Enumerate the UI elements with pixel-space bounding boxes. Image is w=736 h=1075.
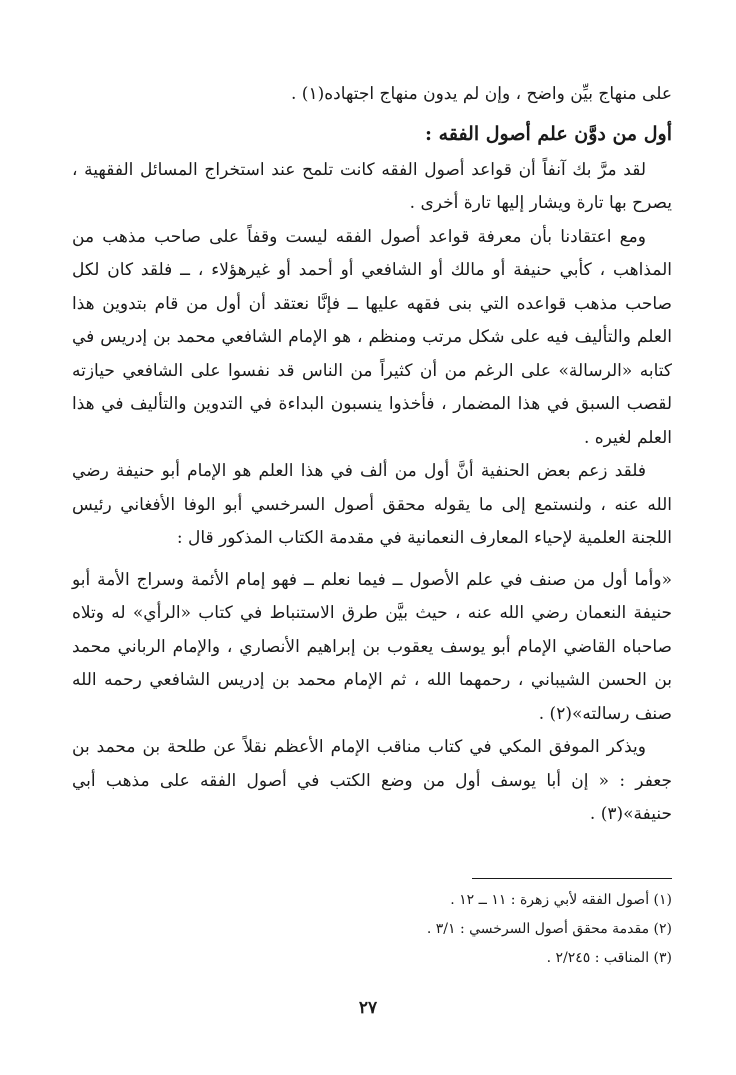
footnotes: [72, 886, 672, 973]
paragraph-3: ومع اعتقادنا بأن معرفة قواعد أصول الفقه ليست وقفاً على صاحب مذهب من المذاهب ، كأبي حنيفة أو مالك أو الشافعي أو أحمد أو غيرهؤلاء ، ــ فلقد كان لكل صاحب مذهب قواعده التي بنى فقهه عليها ــ فإنَّا نعتقد أن أول من قام بتدوين هذا العلم والتأليف فيه على شكل مرتب ومنظم ، هو الإمام الشافعي محمد بن إدريس في كتابه «الرسالة» على الرغم من أن كثيراً من الناس قد نفسوا على الشافعي حيازته لقصب السبق في هذا المضمار ، فأخذوا ينسبون البداءة في التدوين والتأليف في هذا العلم لغيره .: [72, 226, 672, 448]
paragraph-1: على منهاج بيِّن واضح ، وإن لم يدون منهاج اجتهاده(١) .: [291, 84, 672, 104]
page-number: ٢٧: [358, 998, 378, 1018]
quote-paragraph: «وأما أول من صنف في علم الأصول ــ فيما نعلم ــ فهو إمام الأئمة وسراج الأمة أبو حنيفة النعمان رضي الله عنه ، حيث بيَّن طرق الاستنباط في كتاب «الرأي» له وتلاه صاحباه القاضي الإمام أبو يوسف يعقوب بن إبراهيم الأنصاري ، والإمام الرباني محمد بن الحسن الشيباني ، رحمهما الله ، ثم الإمام محمد بن إدريس الشافعي رحمه الله صنف رسالته»(٢) .: [72, 569, 673, 724]
paragraph-4: فلقد زعم بعض الحنفية أنَّ أول من ألف في هذا العلم هو الإمام أبو حنيفة رضي الله عنه ، ولنستمع إلى ما يقوله محقق أصول السرخسي أبو الوفا الأفغاني رئيس اللجنة العلمية لإحياء المعارف النعمانية في مقدمة الكتاب المذكور قال :: [72, 461, 672, 548]
paragraph-5: ويذكر الموفق المكي في كتاب مناقب الإمام الأعظم نقلاً عن طلحة بن محمد بن جعفر : « إن أبا يوسف أول من وضع الكتب في أصول الفقه على مذهب أبي حنيفة»(٣) .: [72, 737, 672, 824]
footnote-2: (٢) مقدمة محقق أصول السرخسي : ٣/١ .: [426, 921, 672, 937]
section-heading: أول من دوَّن علم أصول الفقه :: [425, 122, 672, 145]
footnote-3: (٣) المناقب : ٢/٢٤٥ .: [546, 950, 672, 966]
footnote-1: (١) أصول الفقه لأبي زهرة : ١١ ــ ١٢ .: [450, 892, 672, 908]
paragraph-2: لقد مرَّ بك آنفاً أن قواعد أصول الفقه كانت تلمح عند استخراج المسائل الفقهية ، يصرح بها تارة ويشار إليها تارة أخرى .: [72, 159, 672, 213]
body-text: [72, 78, 672, 832]
footnote-divider: [472, 878, 672, 879]
